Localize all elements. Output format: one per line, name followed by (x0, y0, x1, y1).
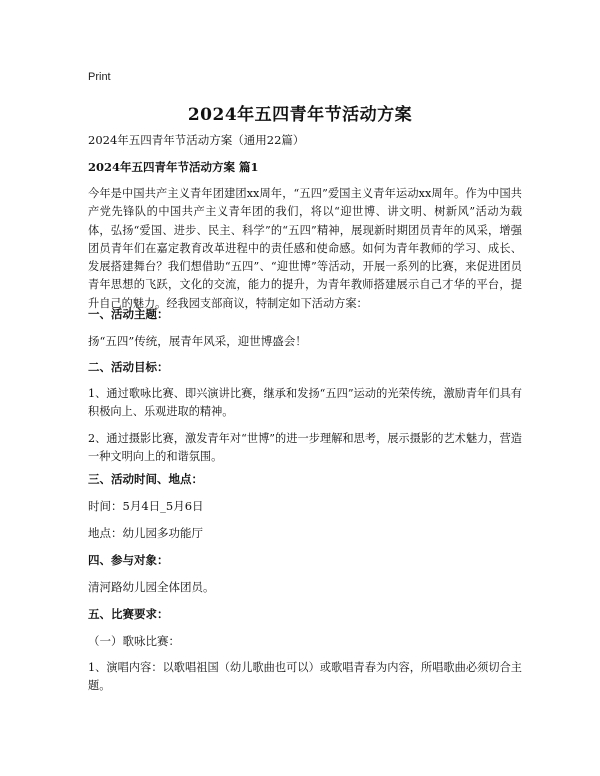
participants-text: 清河路幼儿园全体团员。 (88, 580, 215, 594)
section-heading: 2024年五四青年节活动方案 篇1 (88, 160, 259, 174)
intro-paragraph: 今年是中国共产主义青年团建团xx周年，“五四”爱国主义青年运动xx周年。作为中国共产党先锋队的中国共产主义青年团的我们，将以“迎世博、讲文明、树新风”活动为载体，弘扬“爱国、进步、民主、科学”的“五四”精神，展现新时期团员青年的风采，增强团员青年们在嘉定教育改革进程中的责任感和使命感。如何为青年教师的学习、成长、发展搭建舞台？我们想借助“五四”、“迎世博”等活动，开展一系列的比赛，来促进团员青年思想的飞跃，文化的交流，能力的提升，为青年教师搭建展示自己才华的平台，提升自己的魅力。经我园支部商议，特制定如下活动方案： (88, 187, 522, 310)
document-subtitle: 2024年五四青年节活动方案（通用22篇） (88, 133, 305, 147)
goal-item-2: 2、通过摄影比赛，激发青年对“世博”的进一步理解和思考，展示摄影的艺术魅力，营造一种文明向上的和谐氛围。 (88, 432, 522, 464)
heading-time-place: 三、活动时间、地点： (88, 472, 203, 486)
place-text: 地点：幼儿园多功能厅 (88, 526, 203, 540)
heading-theme: 一、活动主题： (88, 307, 169, 321)
print-link[interactable]: Print (88, 71, 111, 83)
theme-text: 扬“五四”传统，展青年风采，迎世博盛会！ (88, 334, 307, 348)
heading-goals: 二、活动目标： (88, 360, 169, 374)
subheading-singing: （一）歌咏比赛： (88, 634, 180, 648)
document-title: 2024年五四青年节活动方案 (187, 105, 413, 125)
heading-participants: 四、参与对象： (88, 553, 169, 567)
requirement-item-1: 1、演唱内容：以歌唱祖国（幼儿歌曲也可以）或歌唱青春为内容，所唱歌曲必须切合主题。 (88, 661, 522, 693)
time-text: 时间：5月4日_5月6日 (88, 499, 204, 513)
heading-requirements: 五、比赛要求： (88, 607, 169, 621)
goal-item-1: 1、通过歌咏比赛、即兴演讲比赛，继承和发扬“五四”运动的光荣传统，激励青年们具有积极向上、乐观进取的精神。 (88, 387, 522, 419)
